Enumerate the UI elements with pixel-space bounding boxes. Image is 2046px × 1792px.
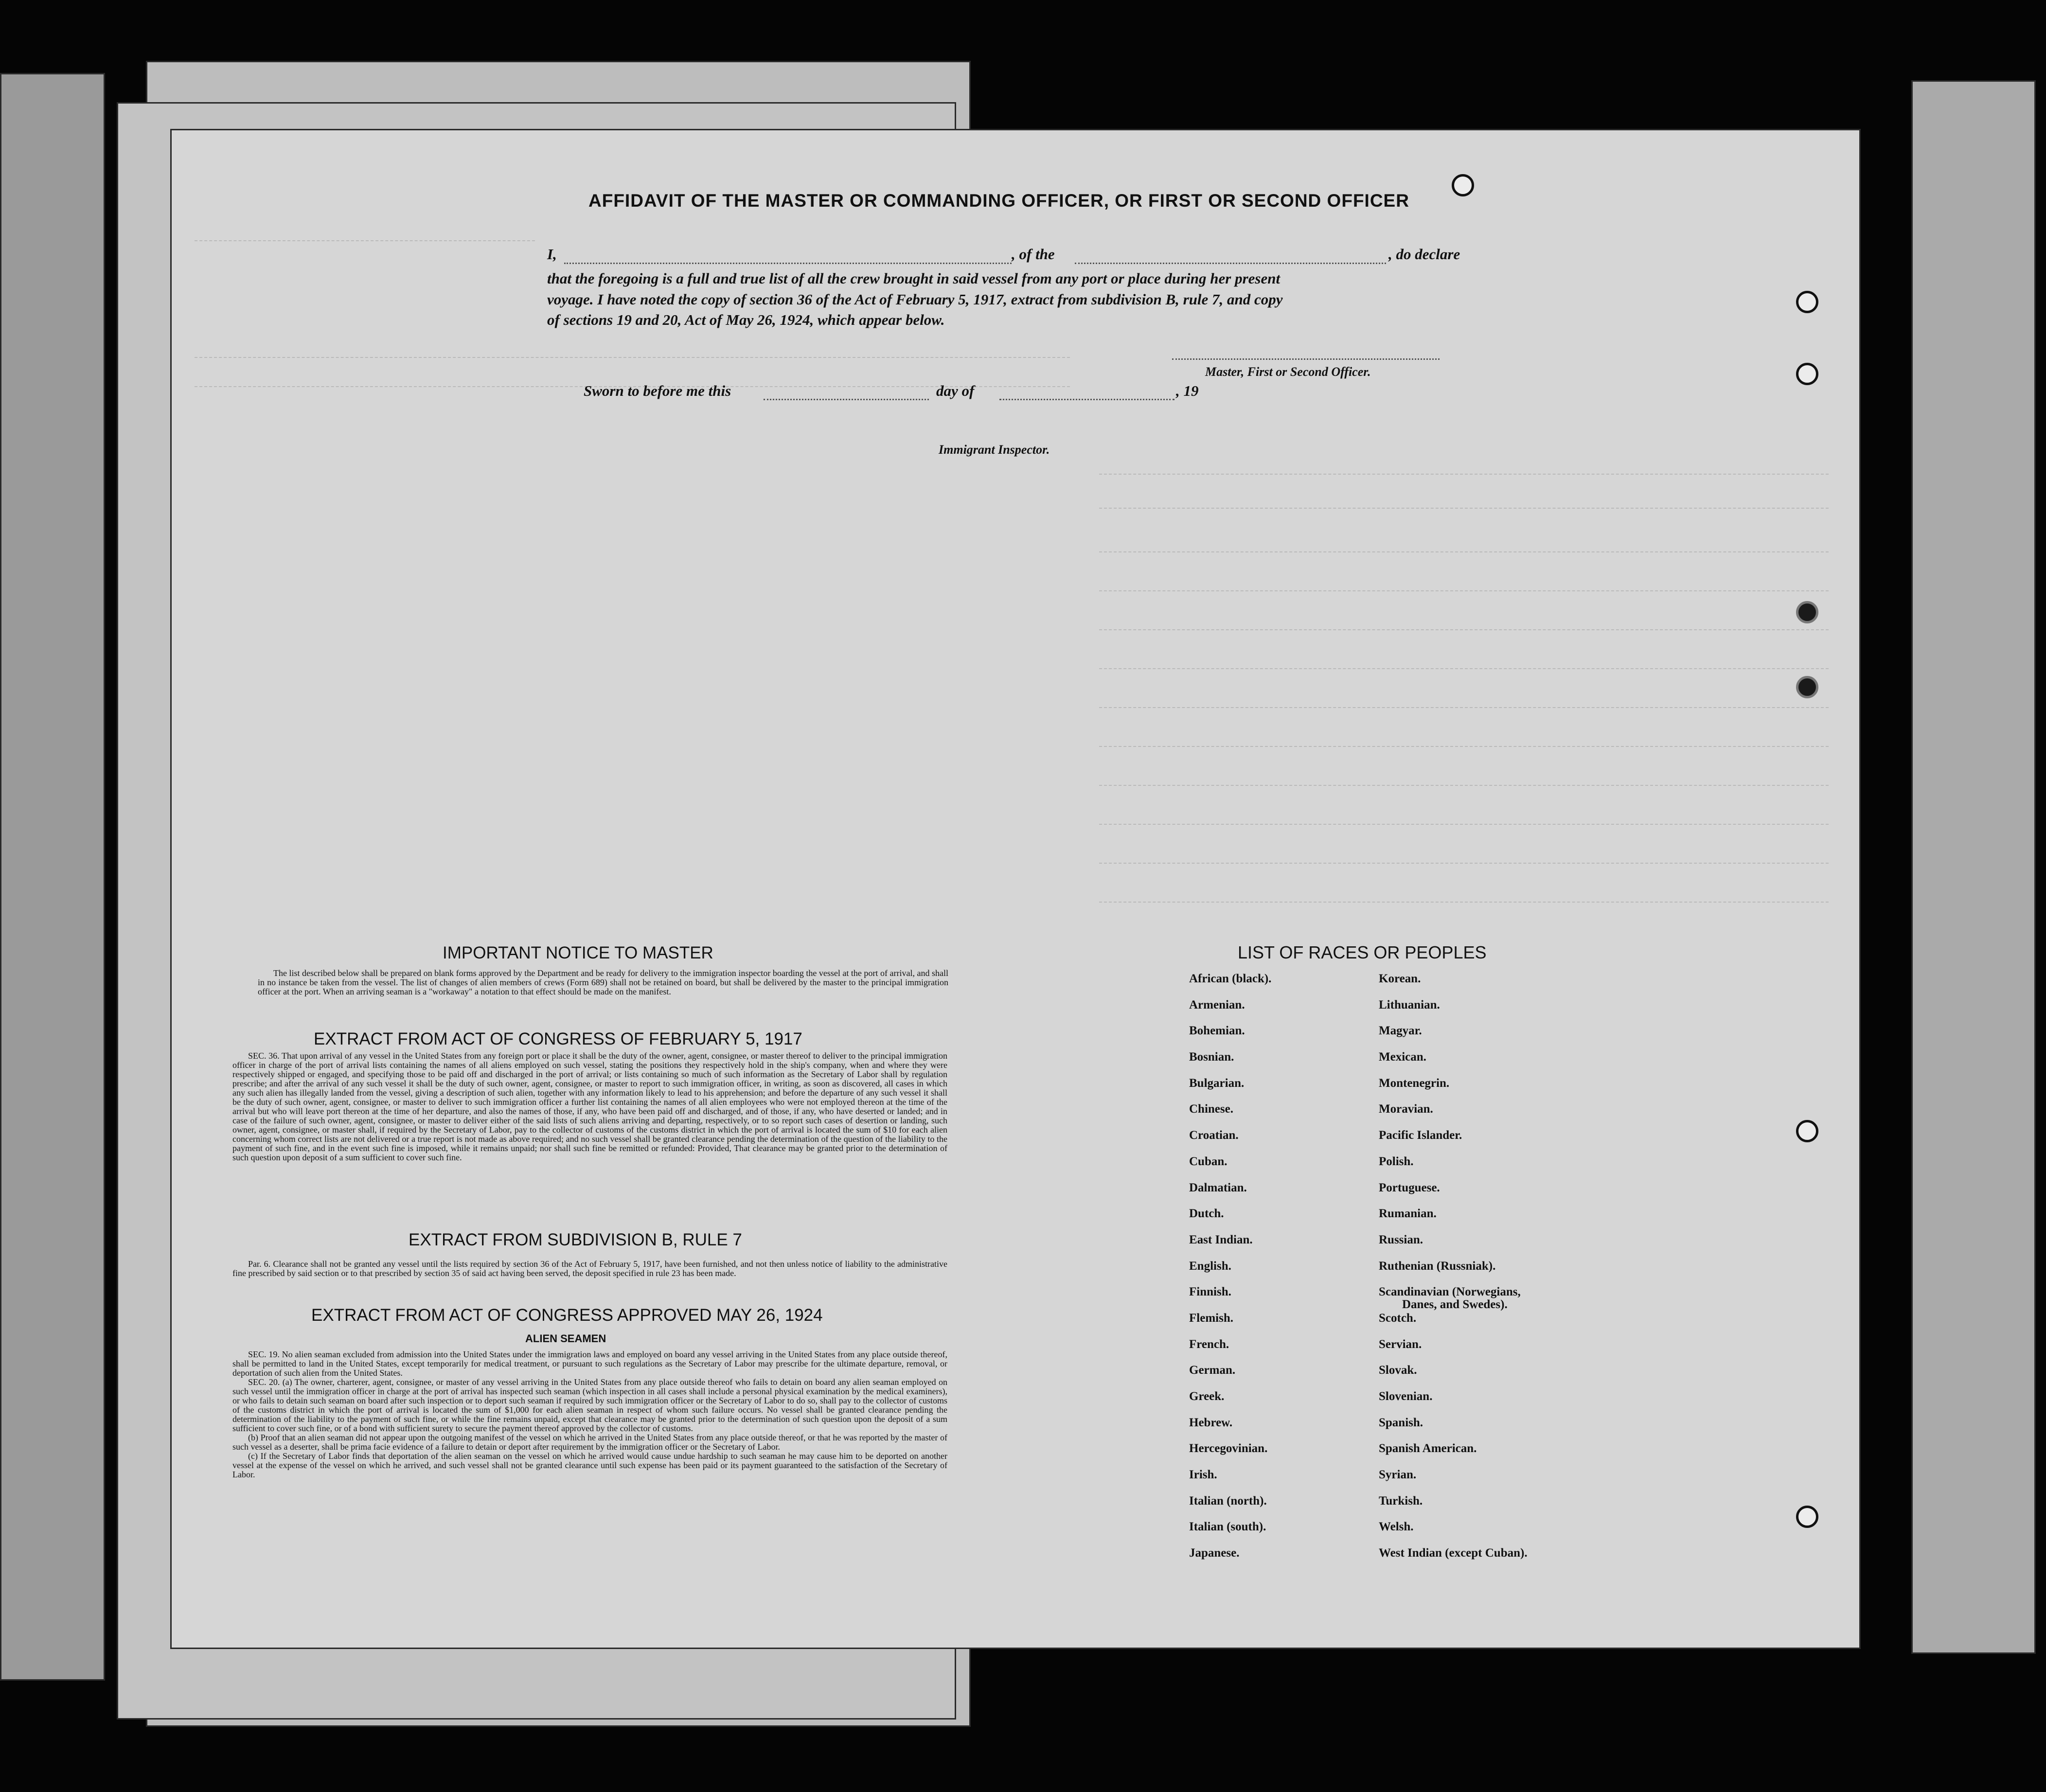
races-right-column bbox=[1379, 973, 1528, 1573]
race-item: Bosnian. bbox=[1189, 1050, 1234, 1064]
races-title: LIST OF RACES OR PEOPLES bbox=[1238, 942, 1487, 962]
paper-stack-left-edge bbox=[0, 73, 105, 1681]
sec20c-text: (c) If the Secretary of Labor finds that deportation of the alien seaman on the vessel on which he arrived would cause undue hardship to such seaman he may cause him to be deported on another vessel at the expense of the vessel on which he arrived, and such vessel shall not be granted clearance until such expense has been paid or its payment guaranteed to the satisfaction of the Secretary of Labor. bbox=[232, 1451, 947, 1479]
sworn-day-blank[interactable] bbox=[764, 399, 929, 400]
binder-hole bbox=[1796, 676, 1818, 698]
race-item: Flemish. bbox=[1189, 1311, 1233, 1325]
binder-hole bbox=[1796, 291, 1818, 313]
master-label: Master, First or Second Officer. bbox=[1205, 365, 1371, 379]
race-item: Cuban. bbox=[1189, 1154, 1228, 1168]
affidavit-line-4: of sections 19 and 20, Act of May 26, 1924, which appear below. bbox=[547, 311, 945, 328]
race-item: Polish. bbox=[1379, 1154, 1414, 1168]
race-item: Italian (south). bbox=[1189, 1520, 1266, 1534]
race-item: German. bbox=[1189, 1364, 1236, 1377]
race-item: Bulgarian. bbox=[1189, 1076, 1245, 1090]
binder-hole bbox=[1796, 1120, 1818, 1142]
binder-hole bbox=[1796, 363, 1818, 385]
sworn-label: Sworn to before me this bbox=[584, 382, 731, 399]
notice-text: The list described below shall be prepared on blank forms approved by the Department and be ready for delivery to the immigration inspector boarding the vessel at the port of arrival, and shall in no instance be taken from the vessel. The list of changes of alien members of crews (Form 689) shall not be retained on board, but shall be delivered by the master to the principal immigration officer at the port. When an arriving seaman is a "workaway" a notation to that effect should be made on the manifest. bbox=[258, 968, 948, 996]
race-item: Dutch. bbox=[1189, 1207, 1224, 1221]
name-blank[interactable] bbox=[564, 263, 1012, 264]
extract-1924-heading: EXTRACT FROM ACT OF CONGRESS APPROVED MAY 26, 1924 bbox=[311, 1306, 823, 1325]
race-item: Bohemian. bbox=[1189, 1024, 1245, 1038]
race-item: Spanish. bbox=[1379, 1416, 1423, 1429]
race-item: Hebrew. bbox=[1189, 1416, 1233, 1429]
binder-hole bbox=[1796, 1506, 1818, 1528]
rule7-heading: EXTRACT FROM SUBDIVISION B, RULE 7 bbox=[409, 1230, 742, 1249]
race-item: French. bbox=[1189, 1337, 1229, 1351]
vessel-blank[interactable] bbox=[1075, 263, 1386, 264]
extract-1917-body bbox=[232, 1051, 947, 1162]
race-item: Syrian. bbox=[1379, 1468, 1417, 1482]
race-item: Lithuanian. bbox=[1379, 998, 1440, 1011]
sec19-text: SEC. 19. No alien seaman excluded from admission into the United States under the immigration laws and employed on board any vessel arriving in the United States from any place outside thereof, shall be permitted to land in the United States, except temporarily for medical treatment, or pursuant to such regulations as the Secretary of Labor may prescribe for the ultimate departure, removal, or deportation of such alien from the United States. bbox=[232, 1349, 947, 1378]
extract-1917-heading: EXTRACT FROM ACT OF CONGRESS OF FEBRUARY 5, 1917 bbox=[314, 1029, 802, 1048]
affidavit-declare: , do declare bbox=[1388, 246, 1460, 263]
rule7-text: Par. 6. Clearance shall not be granted any vessel until the lists required by section 36 of the Act of February 5, 1917, have been furnished, and not then unless notice of liability to the administrative fine prescribed by said section or to that prescribed by section 35 of said act having been served, the deposit specified in rule 23 has been made. bbox=[232, 1259, 947, 1278]
extract-1924-body bbox=[232, 1350, 947, 1479]
inspector-label: Immigrant Inspector. bbox=[939, 443, 1050, 457]
race-item: Ruthenian (Russniak). bbox=[1379, 1259, 1496, 1273]
race-item: Hercegovinian. bbox=[1189, 1442, 1268, 1455]
affidavit-i: I, bbox=[547, 246, 557, 263]
race-item: Italian (north). bbox=[1189, 1494, 1267, 1508]
alien-seamen-subheading: ALIEN SEAMEN bbox=[525, 1332, 606, 1345]
extract-1917-text: SEC. 36. That upon arrival of any vessel in the United States from any foreign port or place it shall be the duty of the owner, agent, consignee, or master thereof to deliver to the principal immigration officer in charge of the port of arrival lists containing the names of all aliens employed on such vessel, stating the positions they respectively hold in the ship's company, when and where they were respectively shipped or engaged, and specifying those to be paid off and discharged in the port of arrival; or lists containing so much of such information as the Secretary of Labor shall by regulation prescribe; and after the arrival of any such vessel it shall be the duty of such owner, agent, consignee, or master to report to such immigration officer, in writing, as soon as discovered, all cases in which any such alien has illegally landed from the vessel, giving a description of such alien, together with any information likely to lead to his apprehension; and before the departure of any such vessel it shall be the duty of such owner, agent, consignee, or master to deliver to such immigration officer a further list containing the names of all alien employees who were not employed thereon at the time of the arrival but who will leave port thereon at the time of her departure, and also the names of those, if any, who have been paid off and discharged, and of those, if any, who have deserted or landed; and in case of the failure of such owner, agent, consignee, or master to deliver either of the said lists of such aliens arriving and departing, respectively, or to so report such cases of desertion or landing, such owner, agent, consignee, or master shall, if required by the Secretary of Labor, pay to the collector of customs of the customs district in which the port of arrival is located the sum of $10 for each alien concerning whom correct lists are not delivered or a true report is not made as above required; and no such vessel shall be granted clearance pending the determination of the question of the liability to the payment of such fine, and in the event such fine is imposed, while it remains unpaid; nor shall such fine be remitted or refunded: Provided, That clearance may be granted prior to the determination of such question upon deposit of a sum sufficient to cover such fine. bbox=[232, 1051, 947, 1162]
race-item: Slovenian. bbox=[1379, 1390, 1433, 1403]
race-item: West Indian (except Cuban). bbox=[1379, 1546, 1528, 1560]
race-item: Montenegrin. bbox=[1379, 1076, 1450, 1090]
day-of-label: day of bbox=[936, 382, 975, 399]
races-left-column bbox=[1189, 973, 1271, 1573]
race-item: Rumanian. bbox=[1379, 1207, 1437, 1221]
race-item: Scandinavian (Norwegians, bbox=[1379, 1285, 1521, 1299]
race-item: Danes, and Swedes). bbox=[1402, 1298, 1508, 1312]
race-item: Greek. bbox=[1189, 1390, 1225, 1403]
race-item: Moravian. bbox=[1379, 1102, 1433, 1116]
race-item: Pacific Islander. bbox=[1379, 1129, 1462, 1142]
race-item: Spanish American. bbox=[1379, 1442, 1477, 1455]
race-item: Irish. bbox=[1189, 1468, 1217, 1482]
affidavit-title: AFFIDAVIT OF THE MASTER OR COMMANDING OFFICER, OR FIRST OR SECOND OFFICER bbox=[588, 191, 1409, 211]
race-item: Japanese. bbox=[1189, 1546, 1240, 1560]
affidavit-line-2: that the foregoing is a full and true list of all the crew brought in said vessel from any port or place during her present bbox=[547, 270, 1281, 287]
race-item: Portuguese. bbox=[1379, 1181, 1440, 1194]
race-item: Welsh. bbox=[1379, 1520, 1414, 1534]
race-item: East Indian. bbox=[1189, 1233, 1253, 1246]
sec20b-text: (b) Proof that an alien seaman did not appear upon the outgoing manifest of the vessel on which he arrived in the United States from any place outside thereof, or that he was reported by the master of such vessel as a deserter, shall be prima facie evidence of a failure to detain or deport after requirement by the immigration officer or the Secretary of Labor. bbox=[232, 1433, 947, 1452]
race-item: Chinese. bbox=[1189, 1102, 1233, 1116]
race-item: English. bbox=[1189, 1259, 1231, 1273]
race-item: Dalmatian. bbox=[1189, 1181, 1247, 1194]
sec20a-text: SEC. 20. (a) The owner, charterer, agent, consignee, or master of any vessel arriving in the United States from any place outside thereof who fails to detain on board any alien seaman employed on such vessel until the immigration officer in charge at the port of arrival has inspected such seaman (which inspection in all cases shall include a personal physical examination by the medical examiners), or who fails to detain such seaman on board after such inspection or to deport such seaman if required by such immigration officer or the Secretary of Labor to do so, shall pay to the collector of customs of the customs district in which the port of arrival is located the sum of $1,000 for each alien seaman in respect of whom such failure occurs. No vessel shall be granted clearance pending the determination of the liability to the payment of such fine, or while the fine remains unpaid, except that clearance may be granted prior to the determination of such question upon the deposit of a sum sufficient to cover such fine, or of a bond with sufficient surety to secure the payment thereof approved by the collector of customs. bbox=[232, 1377, 947, 1433]
race-item: Croatian. bbox=[1189, 1129, 1239, 1142]
binder-hole bbox=[1452, 174, 1474, 196]
race-item: Magyar. bbox=[1379, 1024, 1422, 1038]
paper-stack-right bbox=[1911, 80, 2036, 1654]
race-item: Scotch. bbox=[1379, 1311, 1417, 1325]
master-signature-blank[interactable] bbox=[1172, 358, 1440, 360]
affidavit-line-3: voyage. I have noted the copy of section 36 of the Act of February 5, 1917, extract from subdivision B, rule 7, and copy bbox=[547, 291, 1283, 308]
race-item: Russian. bbox=[1379, 1233, 1423, 1246]
year-label: , 19 bbox=[1176, 382, 1199, 399]
sworn-month-blank[interactable] bbox=[999, 399, 1174, 400]
notice-body bbox=[258, 969, 948, 996]
rule7-body bbox=[232, 1260, 947, 1278]
race-item: Armenian. bbox=[1189, 998, 1245, 1011]
race-item: Mexican. bbox=[1379, 1050, 1426, 1064]
race-item: Finnish. bbox=[1189, 1285, 1231, 1299]
affidavit-of-the: , of the bbox=[1012, 246, 1055, 263]
binder-hole bbox=[1796, 601, 1818, 623]
race-item: Korean. bbox=[1379, 972, 1421, 985]
race-item: African (black). bbox=[1189, 972, 1272, 985]
race-item: Servian. bbox=[1379, 1337, 1422, 1351]
race-item: Turkish. bbox=[1379, 1494, 1423, 1508]
notice-heading: IMPORTANT NOTICE TO MASTER bbox=[443, 943, 713, 962]
race-item: Slovak. bbox=[1379, 1364, 1417, 1377]
